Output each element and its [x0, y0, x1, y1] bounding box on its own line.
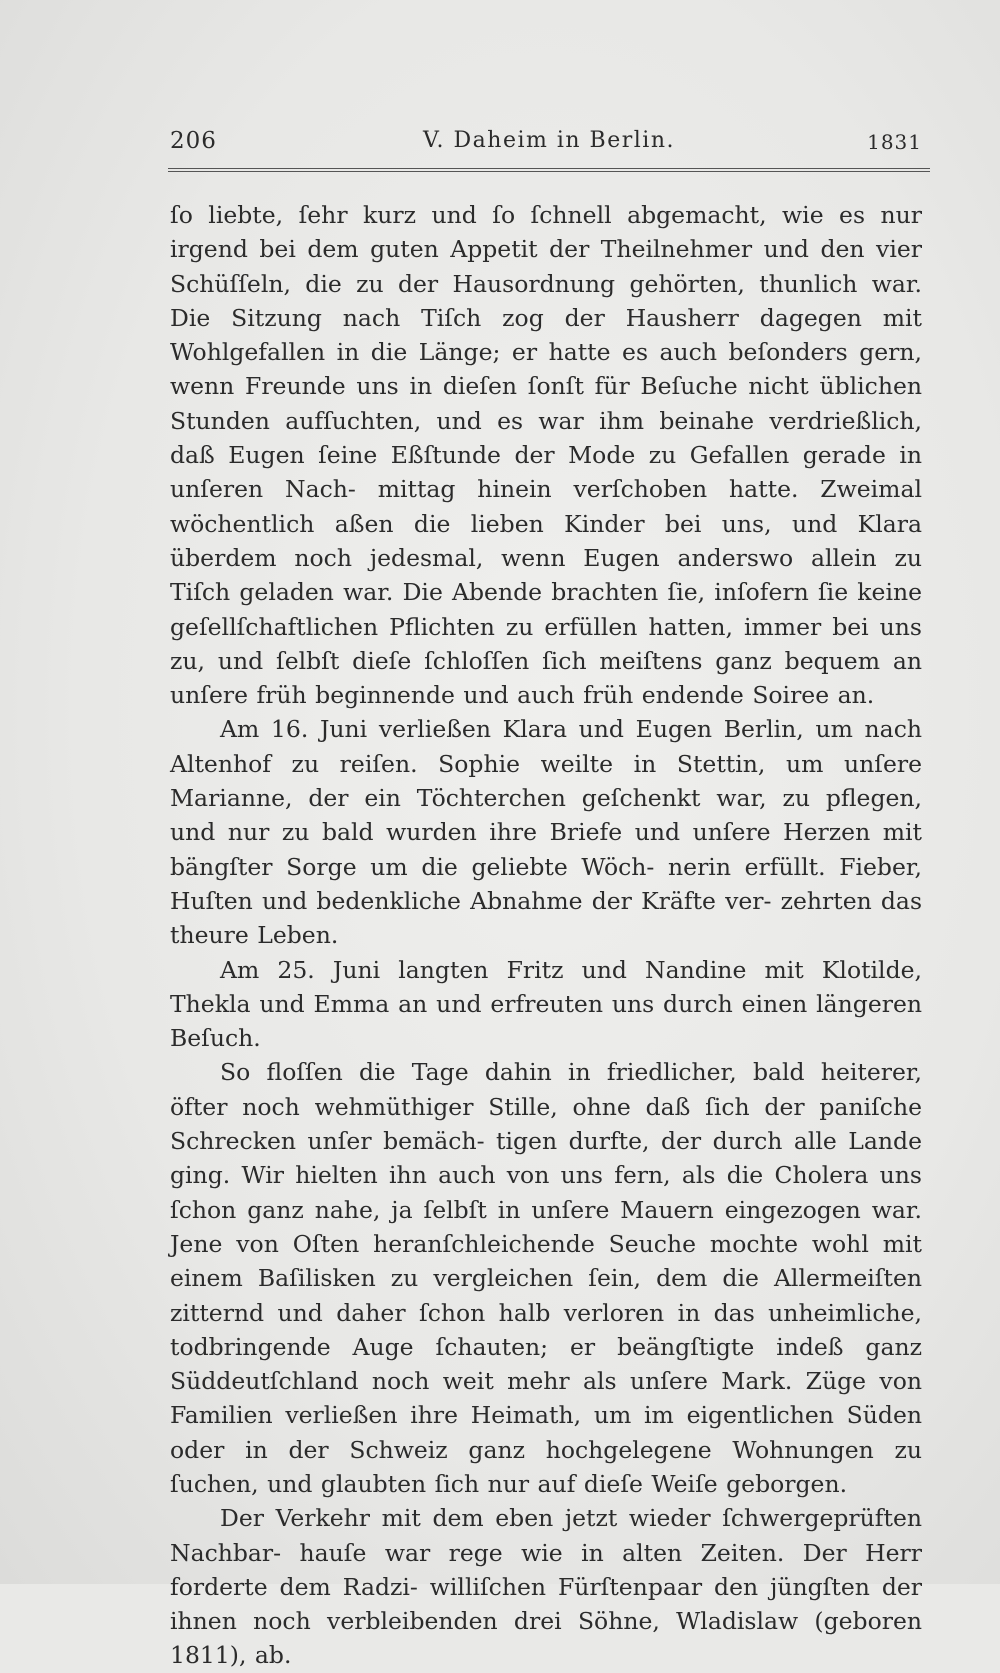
paragraph-4: So floſſen die Tage dahin in friedlicher, bald heiterer, öfter noch wehmüthiger Stille, ohne daß ſich der paniſche Schrecken unſer bemäch- tigen durfte, der durch alle Lande ging. Wir hielten ihn auch von uns fern, als die Cholera uns ſchon ganz nahe, ja ſelbſt in unſere Mauern eingezogen war. Jene von Oſten heranſchleichende Seuche mochte wohl mit einem Baſilisken zu vergleichen ſein, dem die Allermeiſten zitternd und daher ſchon halb verloren in das unheimliche, todbringende Auge ſchauten; er beängſtigte indeß ganz Süddeutſchland noch weit mehr als unſere Mark. Züge von Familien verließen ihre Heimath, um im eigentlichen Süden oder in der Schweiz ganz hochgelegene Wohnungen zu ſuchen, und glaubten ſich nur auf dieſe Weiſe geborgen.: [170, 1058, 922, 1498]
paragraph-5: Der Verkehr mit dem eben jetzt wieder ſchwergeprüften Nachbar- hauſe war rege wie in alten Zeiten. Der Herr forderte dem Radzi- williſchen Fürſtenpaar den jüngſten der ihnen noch verbleibenden drei Söhne, Wladislaw (geboren 1811), ab.: [170, 1504, 922, 1670]
page-header: [170, 128, 928, 164]
header-rule-bottom: [168, 171, 930, 172]
running-title: V. Daheim in Berlin.: [423, 128, 675, 153]
page-number: 206: [170, 128, 217, 154]
paragraph-3: Am 25. Juni langten Fritz und Nandine mit Klotilde, Thekla und Emma an und erfreuten uns durch einen längeren Beſuch.: [170, 955, 922, 1053]
paragraph-1: ſo liebte, ſehr kurz und ſo ſchnell abgemacht, wie es nur irgend bei dem guten Appetit der Theilnehmer und den vier Schüſſeln, die zu der Hausordnung gehörten, thunlich war. Die Sitzung nach Tiſch zog der Hausherr dagegen mit Wohlgefallen in die Länge; er hatte es auch beſonders gern, wenn Freunde uns in dieſen ſonſt für Beſuche nicht üblichen Stunden aufſuchten, und es war ihm beinahe verdrießlich, daß Eugen ſeine Eßſtunde der Mode zu Gefallen gerade in unſeren Nach- mittag hinein verſchoben hatte. Zweimal wöchentlich aßen die lieben Kinder bei uns, und Klara überdem noch jedesmal, wenn Eugen anderswo allein zu Tiſch geladen war. Die Abende brachten ſie, inſofern ſie keine geſellſchaftlichen Pflichten zu erfüllen hatten, immer bei uns zu, und ſelbſt dieſe ſchloſſen ſich meiſtens ganz bequem an unſere früh beginnende und auch früh endende Soiree an.: [170, 201, 922, 710]
header-year: 1831: [867, 130, 922, 154]
paragraph-2: Am 16. Juni verließen Klara und Eugen Berlin, um nach Altenhof zu reiſen. Sophie weilte in Stettin, um unſere Marianne, der ein Töchterchen geſchenkt war, zu pflegen, und nur zu bald wurden ihre Briefe und unſere Herzen mit bängſter Sorge um die geliebte Wöch- nerin erfüllt. Fieber, Huſten und bedenkliche Abnahme der Kräfte ver- zehrten das theure Leben.: [170, 715, 922, 950]
header-rule-top: [168, 168, 930, 169]
body-text: [170, 198, 922, 1673]
